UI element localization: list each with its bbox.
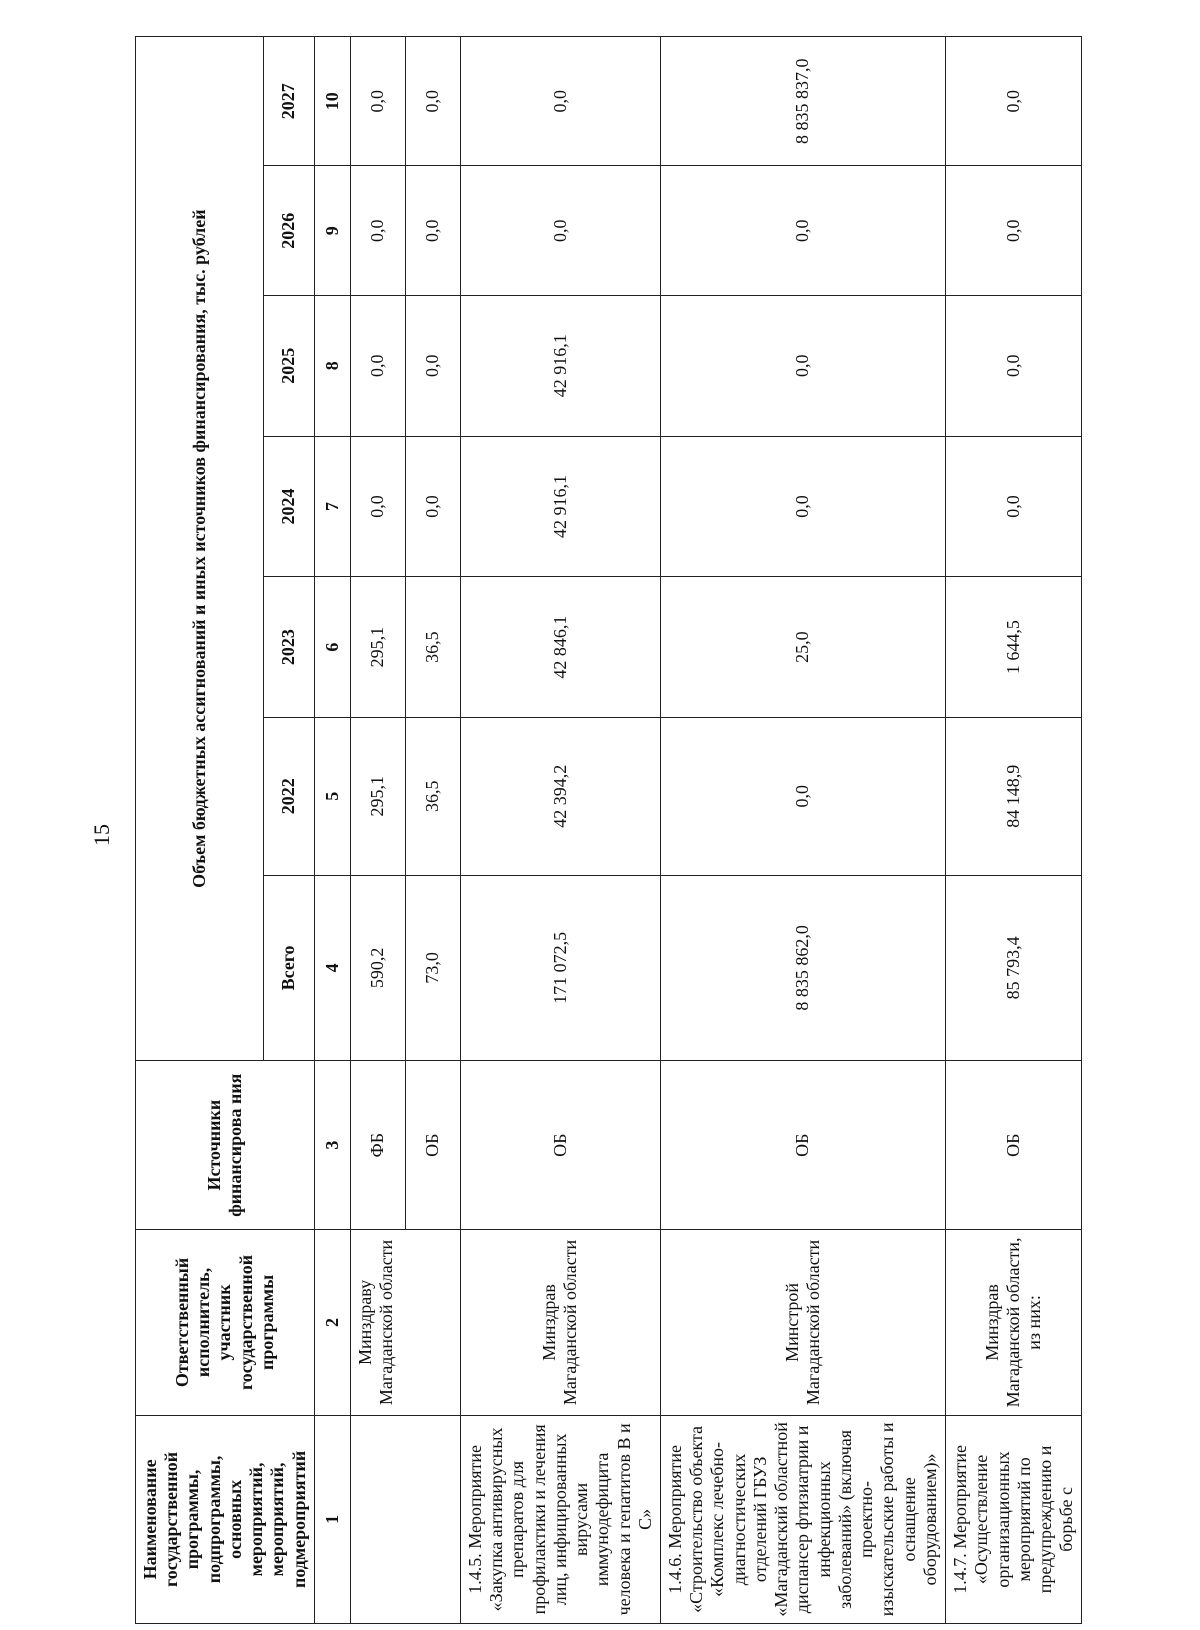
row-value: 0,0 <box>405 295 460 436</box>
column-number: 9 <box>314 166 350 295</box>
row-value: 0,0 <box>350 37 405 167</box>
header-year-2023: 2023 <box>263 577 314 718</box>
column-number: 6 <box>314 577 350 718</box>
row-value: 0,0 <box>946 436 1082 577</box>
row-executor: Минздрав Магаданской области <box>460 1230 660 1416</box>
row-value: 0,0 <box>946 295 1082 436</box>
header-year-2022: 2022 <box>263 717 314 875</box>
row-value: 42 846,1 <box>460 577 660 718</box>
page-number: 15 <box>89 824 114 846</box>
row-value: 8 835 862,0 <box>660 875 945 1061</box>
column-number: 4 <box>314 875 350 1061</box>
row-value: 0,0 <box>350 166 405 295</box>
header-year-2026: 2026 <box>263 166 314 295</box>
row-value: 295,1 <box>350 717 405 875</box>
row-value: 8 835 837,0 <box>660 37 945 167</box>
header-total: Всего <box>263 875 314 1061</box>
table-row <box>350 37 405 1624</box>
row-executor: Минздрав Магаданской области, из них: <box>946 1230 1082 1416</box>
row-value: 73,0 <box>405 875 460 1061</box>
row-value: 36,5 <box>405 717 460 875</box>
row-value: 42 394,2 <box>460 717 660 875</box>
row-value: 0,0 <box>460 166 660 295</box>
row-value: 0,0 <box>460 37 660 167</box>
column-number: 7 <box>314 436 350 577</box>
row-value: 0,0 <box>660 295 945 436</box>
row-value: 36,5 <box>405 577 460 718</box>
row-name: 1.4.6. Мероприятие «Строительство объекта «Комплекс лечебно-диагностических отделений ГБУЗ «Магаданский областной диспансер фтизиатрии и инфекционных заболеваний» (включая проектно-изыскательские работы и оснащение оборудованием)» <box>660 1415 945 1623</box>
row-value: 0,0 <box>946 37 1082 167</box>
header-year-2024: 2024 <box>263 436 314 577</box>
row-value: 0,0 <box>350 436 405 577</box>
row-value: 0,0 <box>405 166 460 295</box>
row-executor: Минстрой Магаданской области <box>660 1230 945 1416</box>
row-source: ОБ <box>460 1061 660 1230</box>
column-number: 10 <box>314 37 350 167</box>
column-number: 3 <box>314 1061 350 1230</box>
row-name: 1.4.5. Мероприятие «Закупка антивирусных препаратов для профилактики и лечения лиц, инфицированных вирусами иммунодефицита человека и гепатитов В и С» <box>460 1415 660 1623</box>
header-year-2025: 2025 <box>263 295 314 436</box>
header-executor: Ответственный исполнитель, участник государственной программы <box>136 1230 315 1416</box>
row-value: 0,0 <box>660 717 945 875</box>
row-value: 0,0 <box>946 166 1082 295</box>
row-source: ОБ <box>660 1061 945 1230</box>
row-value: 85 793,4 <box>946 875 1082 1061</box>
row-value: 1 644,5 <box>946 577 1082 718</box>
row-value: 295,1 <box>350 577 405 718</box>
row-value: 0,0 <box>405 436 460 577</box>
row-value: 42 916,1 <box>460 436 660 577</box>
table-row <box>460 37 660 1624</box>
column-number: 5 <box>314 717 350 875</box>
row-source: ОБ <box>946 1061 1082 1230</box>
row-value: 0,0 <box>350 295 405 436</box>
column-number: 8 <box>314 295 350 436</box>
column-number: 1 <box>314 1415 350 1623</box>
row-value: 84 148,9 <box>946 717 1082 875</box>
table-row <box>946 37 1082 1624</box>
row-source: ОБ <box>405 1061 460 1230</box>
row-name: 1.4.7. Мероприятие «Осуществление организационных мероприятий по предупреждению и борьбе с <box>946 1415 1082 1623</box>
header-year-2027: 2027 <box>263 37 314 167</box>
row-value: 0,0 <box>660 166 945 295</box>
column-number: 2 <box>314 1230 350 1416</box>
row-value: 0,0 <box>405 37 460 167</box>
row-value: 42 916,1 <box>460 295 660 436</box>
header-name: Наименование государственной программы, подпрограммы, основных мероприятий, мероприятий, подмероприятий <box>136 1415 315 1623</box>
row-value: 590,2 <box>350 875 405 1061</box>
header-source: Источники финансирова ния <box>136 1061 315 1230</box>
row-value: 25,0 <box>660 577 945 718</box>
financing-table-rotated <box>135 36 1077 1624</box>
row-source: ФБ <box>350 1061 405 1230</box>
row-name <box>350 1415 460 1623</box>
row-value: 0,0 <box>660 436 945 577</box>
row-value: 171 072,5 <box>460 875 660 1061</box>
financing-table <box>135 36 1082 1624</box>
table-row <box>660 37 945 1624</box>
header-financing-volume: Объем бюджетных ассигнований и иных источников финансирования, тыс. рублей <box>136 37 264 1061</box>
row-executor: Минздраву Магаданской области <box>350 1230 460 1416</box>
